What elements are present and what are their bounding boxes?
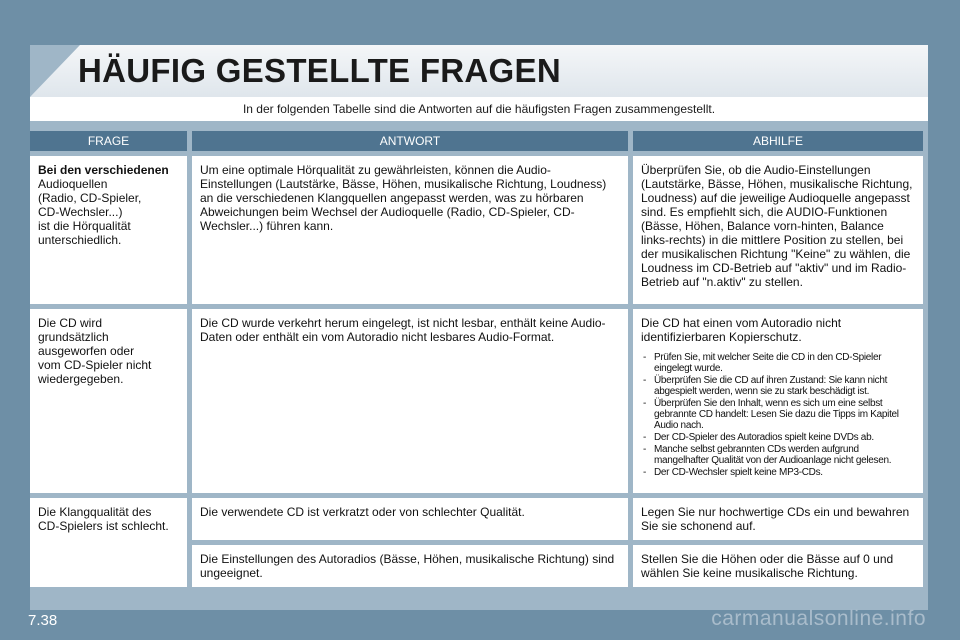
question-cell	[30, 498, 187, 587]
remedy-hint-list	[641, 352, 915, 478]
remedy-cell	[633, 545, 923, 587]
answer-cell	[192, 498, 628, 540]
remedy-text: Stellen Sie die Höhen oder die Bässe auf 0 und wählen Sie keine musikalische Richtung.	[641, 552, 894, 580]
page-title: HÄUFIG GESTELLTE FRAGEN	[78, 52, 561, 89]
table-row	[30, 498, 923, 540]
list-item: - Der CD-Wechsler spielt keine MP3-CDs.	[641, 467, 915, 478]
question-cell	[30, 156, 187, 304]
page-number: 7.38	[28, 612, 58, 629]
answer-cell	[192, 545, 628, 587]
column-header-question: FRAGE	[30, 131, 187, 151]
question-text: Audioquellen (Radio, CD-Spieler, CD-Wechsler...) ist die Hörqualität unterschiedlich.	[38, 177, 142, 247]
list-item: - Der CD-Spieler des Autoradios spielt keine DVDs ab.	[641, 432, 915, 443]
answer-text: Die Einstellungen des Autoradios (Bässe, Höhen, musikalische Richtung) sind ungeeignet.	[200, 552, 615, 580]
remedy-cell	[633, 309, 923, 493]
question-cell	[30, 309, 187, 493]
answer-text: Die CD wurde verkehrt herum eingelegt, ist nicht lesbar, enthält keine Audio-Daten oder enthält ein vom Autoradio nicht lesbares Audio-Format.	[200, 316, 606, 344]
answer-cell	[192, 309, 628, 493]
answer-text: Die verwendete CD ist verkratzt oder von schlechter Qualität.	[200, 505, 525, 519]
remedy-text: Die CD hat einen vom Autoradio nicht identifizierbaren Kopierschutz.	[641, 316, 842, 344]
question-bold-text: Bei den verschiedenen	[38, 163, 169, 177]
page-subtitle: In der folgenden Tabelle sind die Antworten auf die häufigsten Fragen zusammengestellt.	[30, 97, 928, 121]
watermark: carmanualsonline.info	[711, 607, 926, 630]
table-row	[30, 309, 923, 493]
column-header-answer: ANTWORT	[192, 131, 628, 151]
list-item: - Prüfen Sie, mit welcher Seite die CD in den CD-Spieler eingelegt wurde.	[641, 352, 915, 374]
remedy-text: Legen Sie nur hochwertige CDs ein und bewahren Sie sie schonend auf.	[641, 505, 910, 533]
table-header-row	[30, 131, 923, 151]
answer-cell	[192, 156, 628, 304]
remedy-cell	[633, 156, 923, 304]
faq-table	[25, 126, 928, 592]
question-text: Die CD wird grundsätzlich ausgeworfen oder vom CD-Spieler nicht wiedergegeben.	[38, 316, 152, 386]
list-item: - Überprüfen Sie die CD auf ihren Zustand: Sie kann nicht abgespielt werden, wenn sie zu stark beschädigt ist.	[641, 375, 915, 397]
column-header-remedy: ABHILFE	[633, 131, 923, 151]
remedy-text: Überprüfen Sie, ob die Audio-Einstellungen (Lautstärke, Bässe, Höhen, musikalische Richtung, Loudness) auf die jeweilige Audioquelle angepasst sind. Es empfiehlt sich, die AUDIO-Funktionen (Bässe, Höhen, Balance vorn-hinten, Balance links-rechts) in die mittlere Position zu stellen, bei der musikalischen Richtung "Keine" zu wählen, die Loudness im CD-Betrieb auf "aktiv" und im Radio-Betrieb auf "n.aktiv" zu stellen.	[641, 163, 913, 289]
list-item: - Überprüfen Sie den Inhalt, wenn es sich um eine selbst gebrannte CD handelt: Lesen Sie dazu die Tipps im Kapitel Audio nach.	[641, 398, 915, 431]
table-row	[30, 156, 923, 304]
remedy-cell	[633, 498, 923, 540]
question-text: Die Klangqualität des CD-Spielers ist schlecht.	[38, 505, 169, 533]
answer-text: Um eine optimale Hörqualität zu gewährleisten, können die Audio-Einstellungen (Lautstärke, Bässe, Höhen, musikalische Richtung, Loudness) an die verschiedenen Klangquellen angepasst werden, was zu hörbaren Abweichungen beim Wechsel der Audioquelle (Radio, CD-Spieler, CD-Wechsler...) führen kann.	[200, 163, 607, 233]
list-item: - Manche selbst gebrannten CDs werden aufgrund mangelhafter Qualität von der Audioanlage nicht gelesen.	[641, 444, 915, 466]
